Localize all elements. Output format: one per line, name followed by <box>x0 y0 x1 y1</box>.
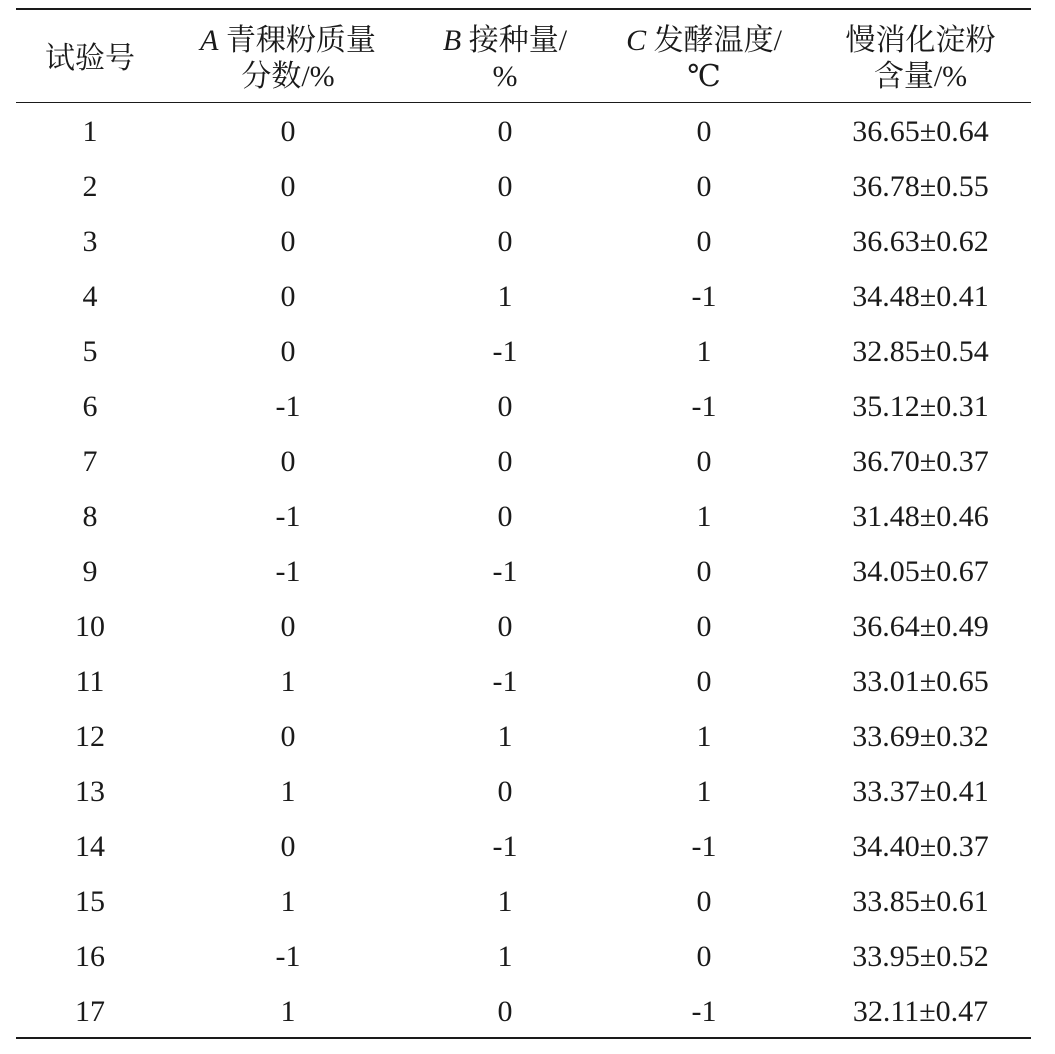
factor-b-cell: 0 <box>497 774 513 808</box>
sds-content-cell: 33.85±0.61 <box>852 884 989 918</box>
header-line1: 试验号 <box>45 42 135 75</box>
factor-c-cell: 0 <box>696 884 712 918</box>
factor-a-cell: 1 <box>280 884 296 918</box>
factor-c-cell: 1 <box>696 499 712 533</box>
factor-c-cell: 0 <box>696 169 712 203</box>
sds-content-cell: 33.37±0.41 <box>852 774 989 808</box>
trial-no-cell: 15 <box>75 884 105 918</box>
header-factor-letter: B <box>442 24 462 57</box>
trial-no-cell: 10 <box>75 609 105 643</box>
factor-b-cell: 0 <box>497 994 513 1028</box>
header-factor-letter: C <box>626 24 647 57</box>
sds-content-cell: 32.85±0.54 <box>852 334 989 368</box>
factor-b-cell: 1 <box>497 719 513 753</box>
trial-no-cell: 12 <box>75 719 105 753</box>
header-line2: 分数/% <box>241 60 335 93</box>
header-line1: 青稞粉质量 <box>218 24 376 57</box>
sds-content-cell: 36.63±0.62 <box>852 224 989 258</box>
sds-content-cell: 34.40±0.37 <box>852 829 989 863</box>
factor-b-cell: 0 <box>497 444 513 478</box>
factor-a-cell: -1 <box>275 939 301 973</box>
trial-no-cell: 3 <box>82 224 98 258</box>
bottom-rule <box>16 1037 1031 1039</box>
factor-a-cell: 0 <box>280 334 296 368</box>
factor-c-cell: 1 <box>696 334 712 368</box>
header-line2: 含量/% <box>873 60 968 93</box>
sds-content-cell: 33.01±0.65 <box>852 664 989 698</box>
header-line1: 发酵温度/ <box>646 24 782 57</box>
factor-a-cell: 0 <box>280 829 296 863</box>
trial-no-cell: 1 <box>82 114 98 148</box>
header-line2: % <box>492 60 518 93</box>
trial-no-cell: 13 <box>75 774 105 808</box>
factor-c-cell: 0 <box>696 609 712 643</box>
factor-c-cell: 1 <box>696 719 712 753</box>
sds-content-cell: 36.78±0.55 <box>852 169 989 203</box>
header-line1: 慢消化淀粉 <box>845 24 996 57</box>
factor-a-cell: 0 <box>280 224 296 258</box>
factor-a-cell: -1 <box>275 389 301 423</box>
factor-a-cell: 0 <box>280 719 296 753</box>
factor-b-cell: 1 <box>497 279 513 313</box>
factor-b-cell: -1 <box>492 664 518 698</box>
sds-content-cell: 33.69±0.32 <box>852 719 989 753</box>
sds-content-cell: 34.48±0.41 <box>852 279 989 313</box>
trial-no-cell: 2 <box>82 169 98 203</box>
factor-a-cell: 1 <box>280 664 296 698</box>
factor-c-cell: -1 <box>691 994 717 1028</box>
header-line2: ℃ <box>687 60 721 93</box>
factor-a-cell: 0 <box>280 279 296 313</box>
factor-b-cell: 0 <box>497 609 513 643</box>
factor-c-cell: 0 <box>696 444 712 478</box>
factor-c-cell: -1 <box>691 389 717 423</box>
trial-no-cell: 6 <box>82 389 98 423</box>
factor-a-cell: 0 <box>280 444 296 478</box>
factor-b-cell: 0 <box>497 224 513 258</box>
sds-content-cell: 32.11±0.47 <box>852 994 989 1028</box>
factor-a-cell: 1 <box>280 774 296 808</box>
factor-b-cell: -1 <box>492 554 518 588</box>
trial-no-cell: 8 <box>82 499 98 533</box>
header-factor-letter: A <box>200 24 219 57</box>
factor-b-cell: -1 <box>492 829 518 863</box>
factor-b-cell: 0 <box>497 499 513 533</box>
sds-content-cell: 35.12±0.31 <box>852 389 989 423</box>
sds-content-cell: 33.95±0.52 <box>852 939 989 973</box>
sds-content-cell: 36.70±0.37 <box>852 444 989 478</box>
factor-a-cell: 0 <box>280 114 296 148</box>
factor-b-cell: 0 <box>497 389 513 423</box>
sds-content-cell: 36.64±0.49 <box>852 609 989 643</box>
trial-no-cell: 17 <box>75 994 105 1028</box>
factor-a-cell: 0 <box>280 609 296 643</box>
trial-no-cell: 14 <box>75 829 105 863</box>
factor-c-cell: 0 <box>696 939 712 973</box>
factor-b-cell: 0 <box>497 114 513 148</box>
trial-no-cell: 16 <box>75 939 105 973</box>
factor-a-cell: -1 <box>275 554 301 588</box>
trial-no-cell: 7 <box>82 444 98 478</box>
factor-b-cell: 0 <box>497 169 513 203</box>
trial-no-cell: 4 <box>82 279 98 313</box>
factor-c-cell: 0 <box>696 664 712 698</box>
sds-content-cell: 36.65±0.64 <box>852 114 989 148</box>
factor-c-cell: 0 <box>696 554 712 588</box>
header-line1: 接种量/ <box>461 24 568 57</box>
factor-c-cell: 0 <box>696 114 712 148</box>
sds-content-cell: 34.05±0.67 <box>852 554 989 588</box>
trial-no-cell: 9 <box>82 554 98 588</box>
factor-b-cell: 1 <box>497 884 513 918</box>
factor-b-cell: -1 <box>492 334 518 368</box>
trial-no-cell: 5 <box>82 334 98 368</box>
factor-c-cell: -1 <box>691 829 717 863</box>
factor-c-cell: 0 <box>696 224 712 258</box>
factor-b-cell: 1 <box>497 939 513 973</box>
factor-a-cell: 0 <box>280 169 296 203</box>
trial-no-cell: 11 <box>75 664 105 698</box>
factor-c-cell: -1 <box>691 279 717 313</box>
sds-content-cell: 31.48±0.46 <box>852 499 989 533</box>
factor-a-cell: 1 <box>280 994 296 1028</box>
factor-c-cell: 1 <box>696 774 712 808</box>
factor-a-cell: -1 <box>275 499 301 533</box>
